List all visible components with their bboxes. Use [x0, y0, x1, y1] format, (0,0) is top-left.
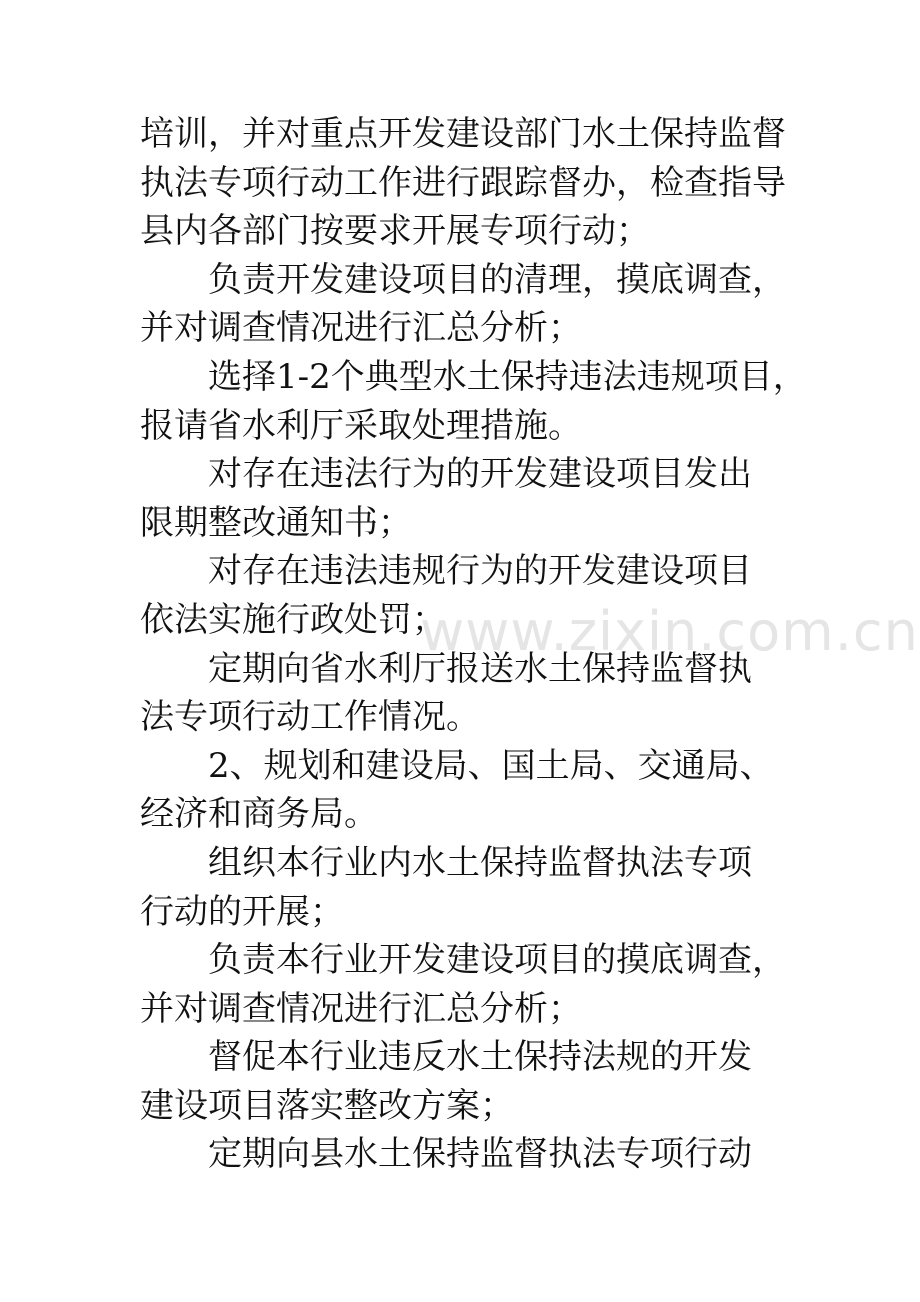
text-line: 定期向县水土保持监督执法专项行动: [208, 1134, 752, 1175]
paragraph-3: [140, 353, 830, 450]
text-line: 对存在违法违规行为的开发建设项目: [208, 551, 752, 592]
text-line: 建设项目落实整改方案；: [140, 1085, 514, 1126]
text-line: 限期整改通知书；: [140, 502, 412, 543]
text-line: 法专项行动工作情况。: [140, 697, 480, 738]
text-line: 督促本行业违反水土保持法规的开发: [208, 1037, 752, 1078]
paragraph-6: [140, 645, 830, 742]
text-line: 经济和商务局。: [140, 794, 378, 835]
text-line: 负责本行业开发建设项目的摸底调查，: [208, 940, 786, 981]
text-line: 组织本行业内水土保持监督执法专项: [208, 842, 752, 883]
paragraph-1: [140, 110, 830, 256]
text-line: 执法专项行动工作进行跟踪督办，检查指导: [140, 162, 786, 203]
paragraph-2: [140, 256, 830, 353]
document-body: [140, 110, 830, 1179]
text-line: 培训，并对重点开发建设部门水土保持监督: [140, 114, 786, 154]
text-line: 选择1-2个典型水土保持违法违规项目，: [208, 356, 807, 397]
text-line: 依法实施行政处罚；: [140, 599, 446, 640]
text-line: 并对调查情况进行汇总分析；: [140, 988, 582, 1029]
paragraph-9: [140, 936, 830, 1033]
text-line: 负责开发建设项目的清理，摸底调查，: [208, 259, 786, 300]
paragraph-11: [140, 1130, 830, 1179]
paragraph-10: [140, 1033, 830, 1130]
text-line: 2、规划和建设局、国土局、交通局、: [208, 745, 774, 786]
text-line: 并对调查情况进行汇总分析；: [140, 308, 582, 349]
text-line: 报请省水利厅采取处理措施。: [140, 405, 582, 446]
text-line: 定期向省水利厅报送水土保持监督执: [208, 648, 752, 689]
paragraph-5: [140, 547, 830, 644]
paragraph-7: [140, 742, 830, 839]
text-line: 县内各部门按要求开展专项行动；: [140, 211, 650, 252]
paragraph-8: [140, 839, 830, 936]
text-line: 行动的开展；: [140, 891, 344, 932]
text-line: 对存在违法行为的开发建设项目发出: [208, 454, 752, 495]
watermark-text: www.zixin.com.cn: [420, 600, 919, 663]
paragraph-4: [140, 450, 830, 547]
